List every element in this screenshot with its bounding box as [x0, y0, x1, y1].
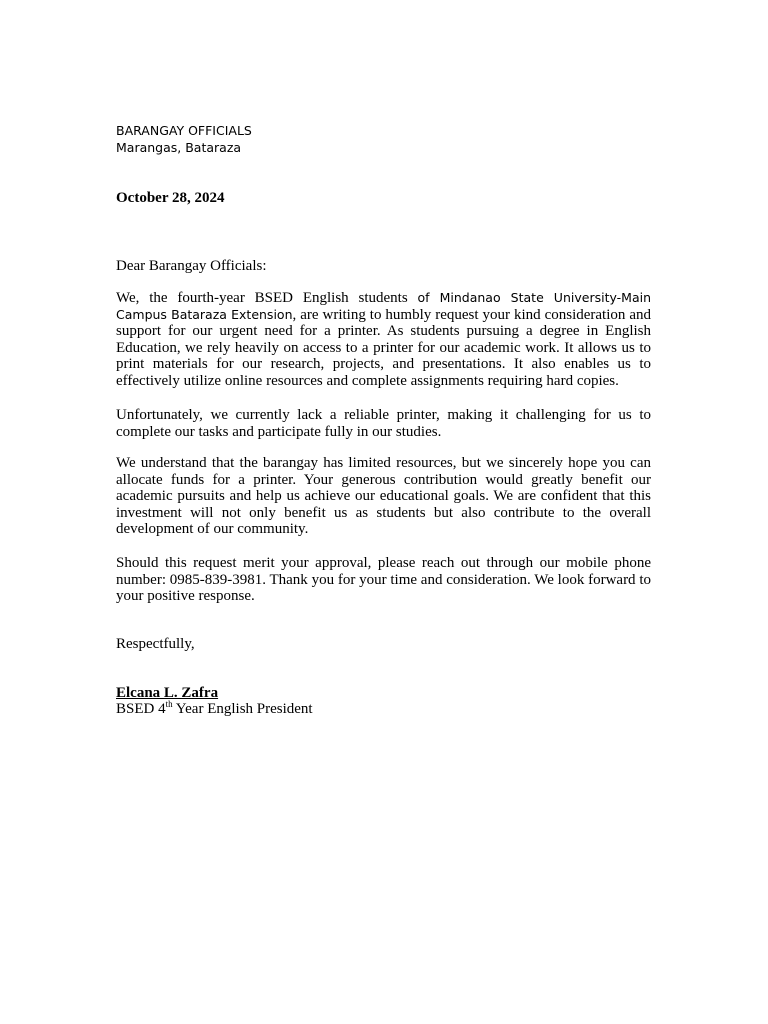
body-paragraph-3: We understand that the barangay has limited resources, but we sincerely hope you can allocate funds for a printer. Your generous contribution would greatly benefit our academic pursuits and help us achieve our educational goals. We are confident that this investment will not only benefit us as students but also contribute to the overall development of our community.: [116, 455, 651, 537]
body-paragraph-1: [116, 290, 651, 389]
signatory-title: [116, 701, 313, 718]
salutation: Dear Barangay Officials:: [116, 258, 267, 274]
institution-name: of Mindanao State University-Main Campus Bataraza Extension: [116, 290, 651, 322]
signatory-title-ordinal: th: [165, 699, 173, 709]
paragraph-1-intro: We, the fourth-year BSED English students: [116, 290, 418, 306]
body-paragraph-2: Unfortunately, we currently lack a reliable printer, making it challenging for us to complete our tasks and participate fully in our studies.: [116, 407, 651, 440]
recipient-address: Marangas, Bataraza: [116, 140, 242, 155]
recipient-name: BARANGAY OFFICIALS: [116, 123, 252, 138]
signatory-title-suffix: Year English President: [172, 701, 313, 717]
body-paragraph-4: Should this request merit your approval, please reach out through our mobile phone number: 0985-839-3981. Thank you for your time and consideration. We look forward to your positive response.: [116, 555, 651, 604]
recipient-block: [116, 122, 651, 156]
paragraph-1-rest: , are writing to humbly request your kind consideration and support for our urgent need for a printer. As students pursuing a degree in English Education, we rely heavily on access to a printer for our academic work. It allows us to print materials for our research, projects, and presentations. It also enables us to effectively utilize online resources and complete assignments requiring hard copies.: [116, 306, 652, 389]
letter-date: October 28, 2024: [116, 190, 225, 206]
closing: Respectfully,: [116, 636, 195, 652]
signatory-title-prefix: BSED 4: [116, 701, 166, 717]
signatory-name: Elcana L. Zafra: [116, 685, 219, 701]
